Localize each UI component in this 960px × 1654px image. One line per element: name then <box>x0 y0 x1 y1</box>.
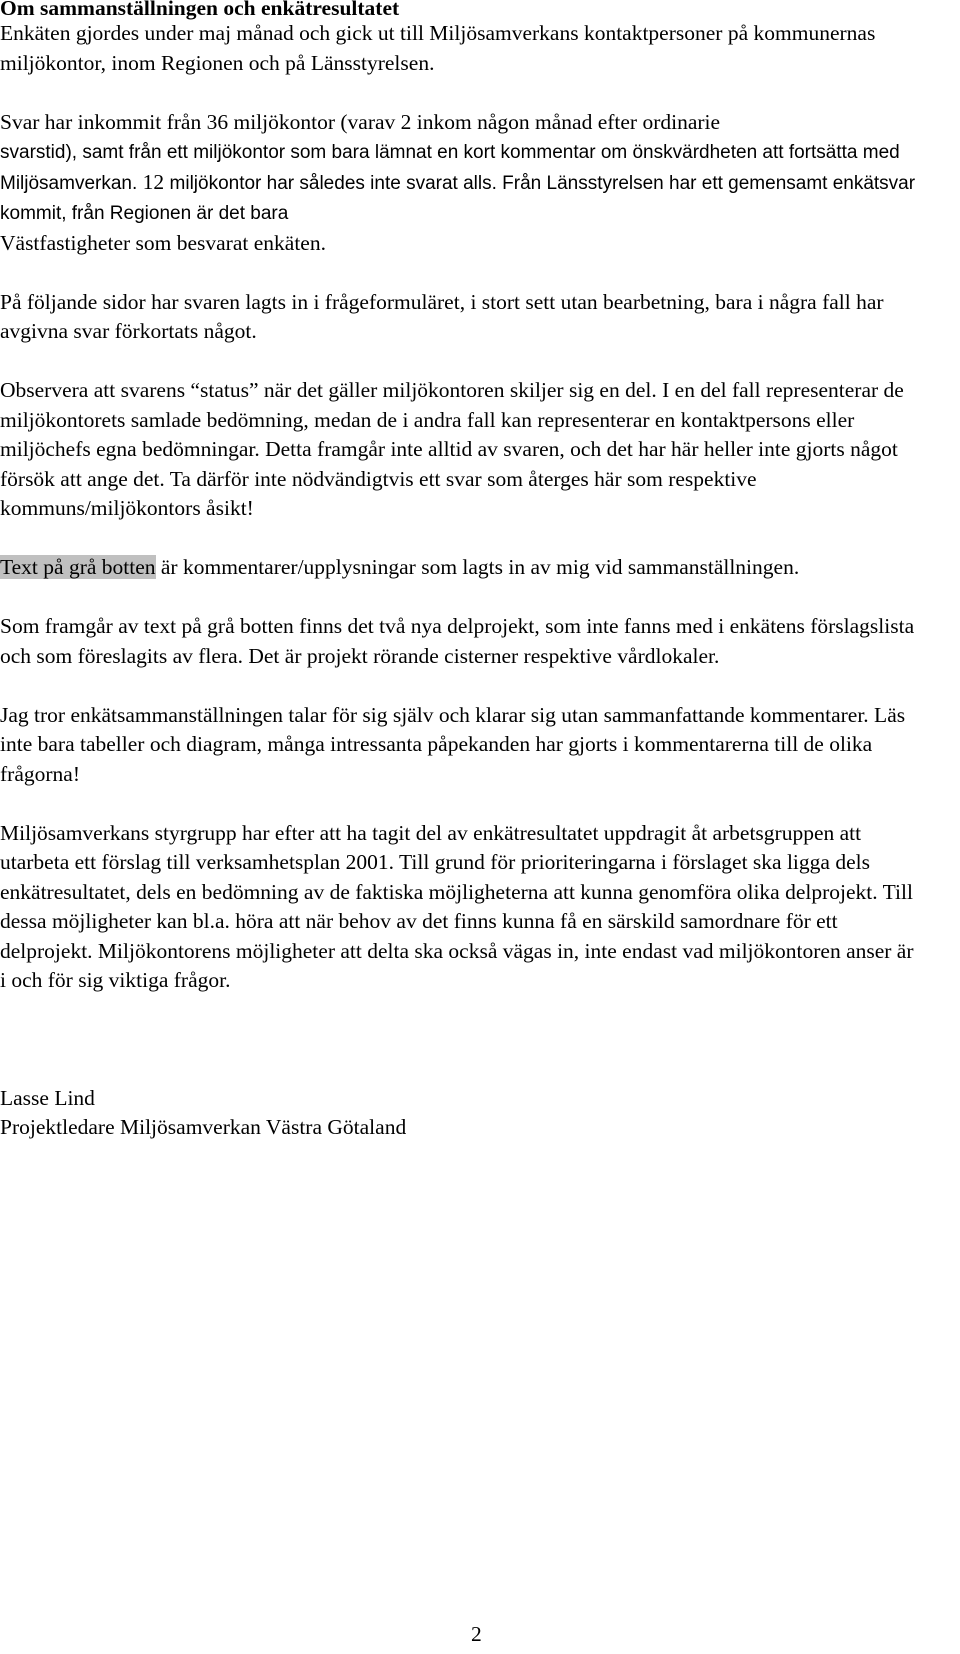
grey-note-rest: är kommentarer/upplysningar som lagts in av mig vid sammanställningen. <box>155 555 800 579</box>
paragraph-new-subprojects: Som framgår av text på grå botten finns det två nya delprojekt, som inte fanns med i enkätens förslagslista och som föreslagits av flera. Det är projekt rörande cisterner respektive vårdlokaler. <box>0 614 915 668</box>
responses-text-serif-a: Svar har inkommit från 36 miljökontor (varav 2 inkom någon månad efter ordinarie <box>0 109 721 134</box>
paragraph-following-pages: På följande sidor har svaren lagts in i frågeformuläret, i stort sett utan bearbetning, bara i några fall har avgivna svar förkortats något. <box>0 289 884 343</box>
paragraph-survey-intro: Enkäten gjordes under maj månad och gick ut till Miljösamverkans kontaktpersoner på kommunernas miljökontor, inom Regionen och på Länsstyrelsen. <box>0 21 876 75</box>
responses-text-sans-d: miljökontor har således inte svarat alls. Från Länsstyrelsen har ett gemensamt enkätsvar kommit, från Regionen är det bara <box>0 172 916 224</box>
paragraph-grey-background-note <box>0 553 920 583</box>
responses-text-sans-b: svarstid), samt från ett miljökontor som bara lämnat en kort kommentar om önskvärdheten att fortsätta med Miljösamverkan. <box>0 142 900 194</box>
paragraph-responses <box>0 108 920 259</box>
paragraph-observe-status: Observera att svarens “status” när det gäller miljökontoren skiljer sig en del. I en del fall representerar de miljökontorets samlade bedömning, medan de i andra fall kan representerar en kontaktpersons eller miljöchefs egna bedömningar. Detta framgår inte alltid av svaren, och det har här heller inte gjorts något försök att ange det. Ta därför inte nödvändigtvis ett svar som återges här som respektive kommuns/miljökontors åsikt! <box>0 378 904 520</box>
section-heading: Om sammanställningen och enkätresultatet <box>0 0 400 20</box>
page-number: 2 <box>471 1622 482 1646</box>
signature-name: Lasse Lind <box>0 1085 95 1110</box>
grey-highlight-sample: Text på grå botten <box>0 555 156 579</box>
paragraph-steering-group: Miljösamverkans styrgrupp har efter att ha tagit del av enkätresultatet uppdragit åt arbetsgruppen att utarbeta ett förslag till verksamhetsplan 2001. Till grund för prioriteringarna i förslaget ska ligga dels enkätresultatet, dels en bedömning av de faktiska möjligheterna att kunna genomföra olika delprojekt. Till dessa möjligheter kan bl.a. höra att när behov av det finns kunna få en särskild samordnare för ett delprojekt. Miljökontorens möjligheter att delta ska också vägas in, inte endast vad miljökontoren anser är i och för sig viktiga frågor. <box>0 820 914 992</box>
paragraph-speaks-for-itself: Jag tror enkätsammanställningen talar för sig själv och klarar sig utan sammanfattande kommentarer. Läs inte bara tabeller och diagram, många intressanta påpekanden har gjorts i kommentarerna till de olika frågorna! <box>0 702 906 786</box>
responses-text-serif-c: 12 <box>137 169 170 194</box>
responses-text-serif-e: Västfastigheter som besvarat enkäten. <box>0 230 326 255</box>
signature-title: Projektledare Miljösamverkan Västra Götaland <box>0 1115 407 1139</box>
